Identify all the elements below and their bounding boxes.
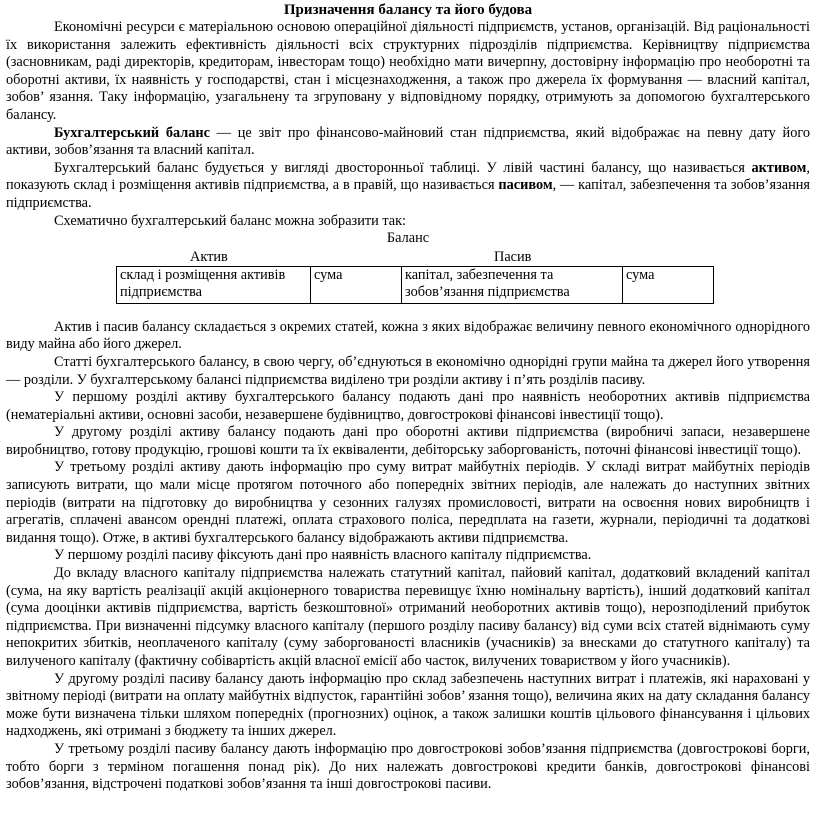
cell-assets: склад і розміщення активів підприємства [117, 266, 311, 303]
paragraph-equity: До вкладу власного капіталу підприємства належать статутний капітал, пайовий капітал, додатковий вкладений капітал (сума, на яку вартість реалізації акцій акціонерного товариства перевищує їхню номінальну вартість), інший додатковий капітал (сума дооцінки активів підприємства, вартість безкоштовної» отриманий необоротних активів тощо), нерозподілений прибуток підприємства. При визначенні підсумку власного капіталу (першого розділу пасиву балансу) від суми всіх статей віднімають суму непокритих збитків, неоплаченого капіталу (суму заборгованості власників (учасників) за внесками до статутного капіталу) та вилученого капіталу (фактичну собівартість акцій власної емісії або часток, вилучених товариством у його учасників). [6, 565, 810, 669]
paragraph-asset-section-3: У третьому розділі активу дають інформацію про суму витрат майбутніх періодів. У складі витрат майбутніх періодів записують витрати, що мали місце протягом поточного або попередніх звітних періодів, але належать до наступних звітних періодів (витрати на підготовку до виробництва у сезонних галузях промисловості, витрати на освоєння нових виробництв і агрегатів, сплачені авансом орендні платежі, оплата страхового поліса, передплата на газети, журнали, періодичні та додаткові видання тощо). Отже, в активі бухгалтерського балансу відображають активи підприємства. [6, 459, 810, 546]
balance-table [116, 266, 714, 304]
balance-schema [6, 230, 810, 304]
paragraph-sections: Статті бухгалтерського балансу, в свою чергу, об’єднуються в економічно однорідні групи майна та джерел його утворення — розділи. У бухгалтерському балансі підприємства виділено три розділи активу і п’ять розділів пасиву. [6, 353, 810, 388]
cell-liabilities: капітал, забезпечення та зобов’язання підприємства [402, 266, 623, 303]
balance-caption: Баланс [386, 230, 430, 247]
paragraph-balance-structure [6, 160, 810, 213]
label-passive: Пасив [494, 248, 532, 265]
paragraph-liability-section-2: У другому розділі пасиву балансу дають інформацію про склад забезпечень наступних витрат і платежів, які нараховані у звітному періоді (витрати на оплату майбутніх відпусток, гарантійні зобов’ язання тощо), величина яких на дату складання балансу може бути визначена тільки шляхом попередніх (прогнозних) оцінок, а також залишки коштів цільового фінансування і цільових надходжень, які отримані з бюджету та інших джерел. [6, 670, 810, 740]
definition-text: — це звіт про фінансово-майновий стан підприємства, який відображає на певну дату його активи, зобов’язання та власний капітал. [6, 124, 810, 159]
term-active: активом [751, 159, 807, 176]
paragraph-schema-intro: Схематично бухгалтерський баланс можна зобразити так: [54, 212, 407, 229]
structure-text-c: , — капітал, забезпечення та зобов’язання підприємства. [6, 177, 810, 211]
paragraph-liability-section-3: У третьому розділі пасиву балансу дають інформацію про довгострокові зобов’язання підприємства (довгострокові борги, тобто борги з терміном погашення понад рік). До них належать довгострокові кредити банків, довгострокові фінансові зобов’язання, відстрочені податкові зобов’язання та інші довгострокові пасиви. [6, 740, 810, 793]
paragraph-asset-section-2: У другому розділі активу балансу подають дані про оборотні активи підприємства (виробничі запаси, незавершене виробництво, готову продукцію, грошові кошти та їх еквіваленти, дебіторську заборгованість, поточні фінансові інвестиції тощо). [6, 424, 810, 458]
cell-assets-sum: сума [311, 266, 402, 303]
structure-text-a: Бухгалтерський баланс будується у вигляді двосторонньої таблиці. У лівій частині балансу, що називається [54, 159, 752, 176]
term-balance: Бухгалтерський баланс [54, 124, 211, 141]
balance-side-labels [6, 248, 810, 266]
paragraph-asset-section-1: У першому розділі активу бухгалтерського балансу подають дані про наявність необоротних активів підприємства (нематеріальні активи, основні засоби, незавершене будівництво, довгострокові фінансові інвестиції тощо). [6, 389, 810, 423]
paragraph-economic-resources: Економічні ресурси є матеріальною основою операційної діяльності підприємств, установ, організацій. Від раціональності їх використання залежить ефективність діяльності всіх структурних підрозділів підприємства. Керівництву підприємства (засновникам, раді директорів, кредиторам, інвесторам тощо) необхідно мати вичерпну, достовірну інформацію про необоротні та оборотні активи, їх наявність у господарстві, стан і місцезнаходження, а також про джерела їх формування — власний капітал, зобов’ язання. Таку інформацію, узагальнену та згруповану у відповідному порядку, отримують за допомогою бухгалтерського балансу. [6, 19, 810, 123]
cell-liabilities-sum: сума [623, 266, 714, 303]
paragraph-articles: Актив і пасив балансу складається з окремих статей, кожна з яких відображає величину певного економічного однорідного виду майна або його джерел. [6, 318, 810, 353]
page-title: Призначення балансу та його будова [283, 2, 533, 18]
label-active: Актив [190, 248, 228, 265]
structure-text-b: , показують склад і розміщення активів підприємства, а в правій, що називається [6, 159, 810, 194]
term-passive: пасивом [498, 177, 553, 194]
paragraph-balance-definition [6, 125, 810, 160]
table-row [117, 266, 714, 303]
paragraph-liability-section-1: У першому розділі пасиву фіксують дані про наявність власного капіталу підприємства. [54, 547, 592, 564]
